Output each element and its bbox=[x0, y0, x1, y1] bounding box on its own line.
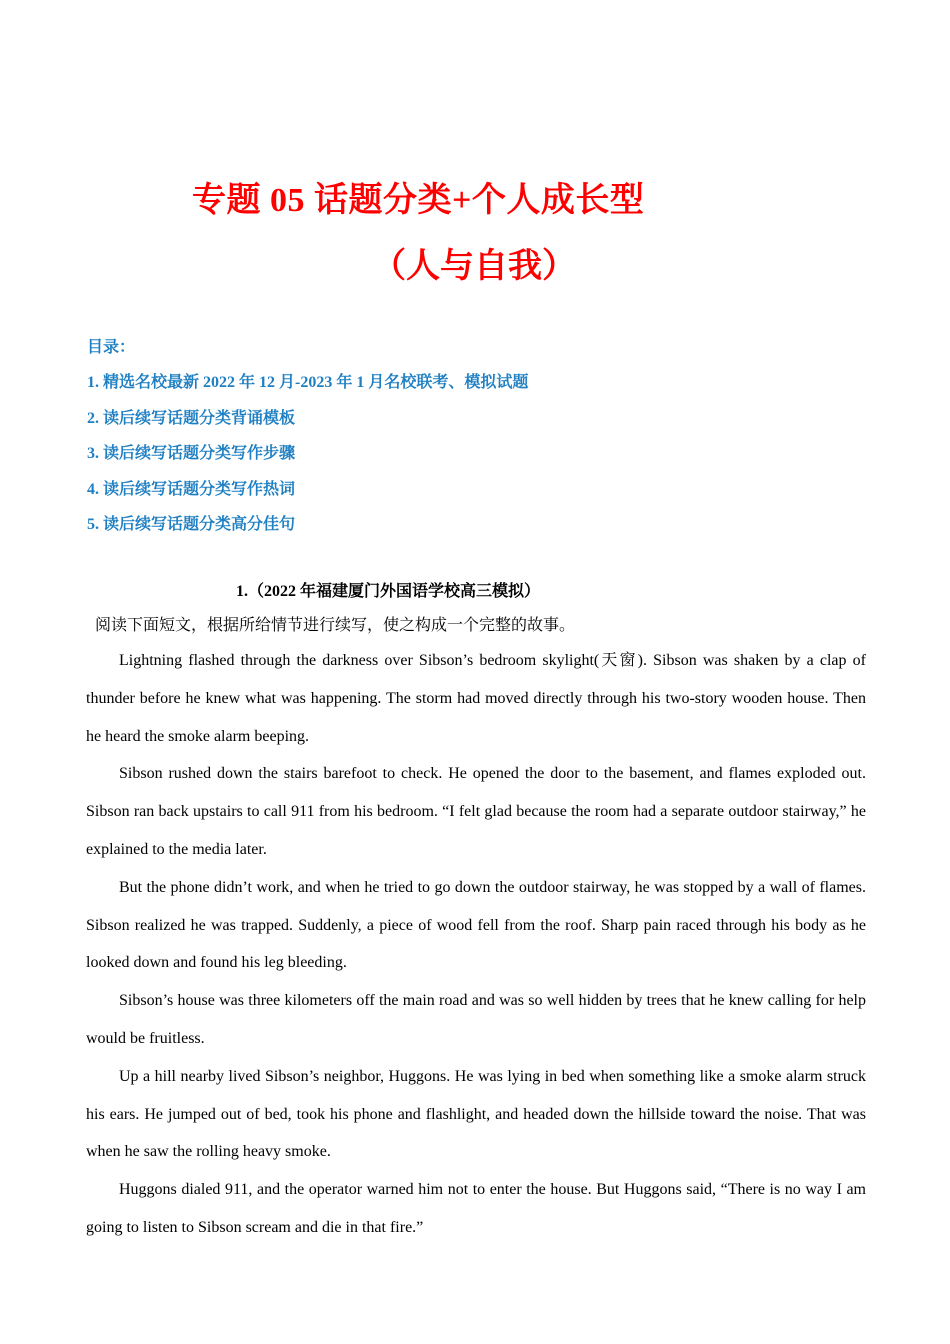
toc-heading: 目录： bbox=[87, 339, 136, 356]
story-paragraph: Sibson rushed down the stairs barefoot to check. He opened the door to the basement, and flames exploded out. Sibson ran back upstairs to call 911 from his bedroom. “I felt glad because the room had a separate outdoor stairway,” he explained to the media later. bbox=[86, 765, 866, 858]
toc-item: 3. 读后续写话题分类写作步骤 bbox=[87, 445, 296, 463]
toc-item: 5. 读后续写话题分类高分佳句 bbox=[87, 515, 296, 533]
story-paragraph: Up a hill nearby lived Sibson’s neighbor, Huggons. He was lying in bed when something like a smoke alarm struck his ears. He jumped out of bed, took his phone and flashlight, and headed down the hillside toward the noise. That was when he saw the rolling heavy smoke. bbox=[86, 1067, 866, 1161]
story-paragraph: Lightning flashed through the darkness over Sibson’s bedroom skylight(天窗). Sibson was shaken by a clap of thunder before he knew what was happening. The storm had moved directly through his two-story wooden house. Then he heard the smoke alarm beeping. bbox=[86, 652, 866, 745]
story-paragraph: Huggons dialed 911, and the operator warned him not to enter the house. But Huggons said, “There is no way I am going to listen to Sibson scream and die in that fire.” bbox=[86, 1181, 866, 1236]
question-instruction: 阅读下面短文，根据所给情节进行续写，使之构成一个完整的故事。 bbox=[95, 617, 576, 634]
story-passage bbox=[86, 642, 866, 1247]
document-subtitle: （人与自我） bbox=[372, 248, 576, 285]
document-title: 专题 05 话题分类+个人成长型 bbox=[192, 182, 645, 219]
story-paragraph: Sibson’s house was three kilometers off the main road and was so well hidden by trees that he knew calling for help would be fruitless. bbox=[86, 992, 866, 1047]
story-paragraph: But the phone didn’t work, and when he tried to go down the outdoor stairway, he was stopped by a wall of flames. Sibson realized he was trapped. Suddenly, a piece of wood fell from the roof. Sharp pain raced through his body as he looked down and found his leg bleeding. bbox=[86, 878, 866, 972]
question-heading: 1.（2022 年福建厦门外国语学校高三模拟） bbox=[236, 583, 541, 600]
toc-item: 2. 读后续写话题分类背诵模板 bbox=[87, 409, 296, 427]
toc-item: 1. 精选名校最新 2022 年 12 月-2023 年 1 月名校联考、模拟试题 bbox=[87, 374, 529, 392]
toc-item: 4. 读后续写话题分类写作热词 bbox=[87, 480, 296, 498]
table-of-contents bbox=[87, 336, 528, 548]
